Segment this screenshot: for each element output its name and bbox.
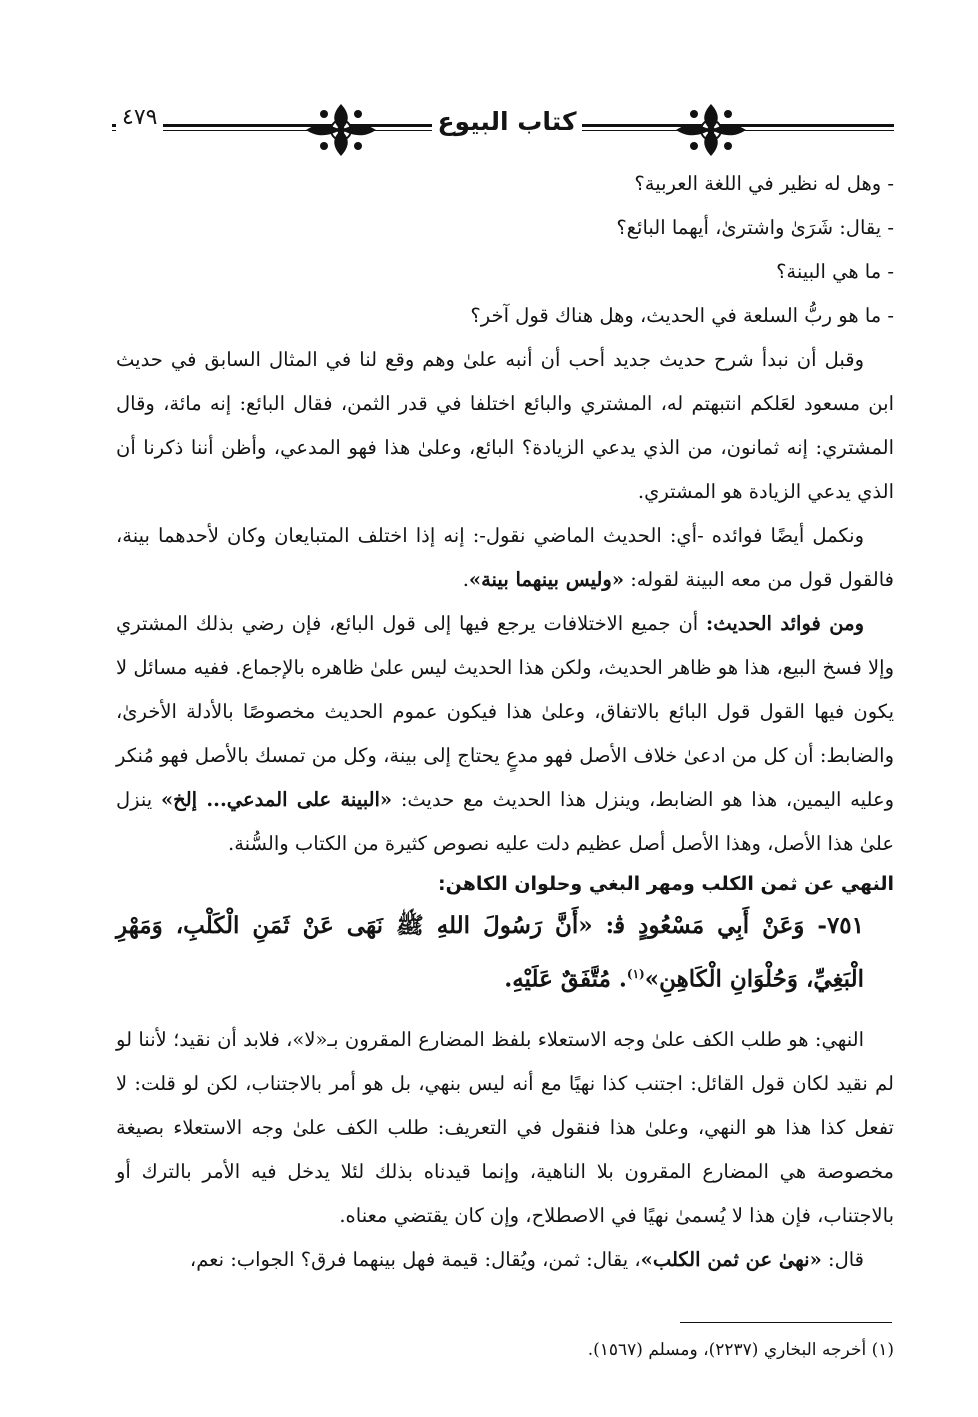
question-line: - ما هو ربُّ السلعة في الحديث، وهل هناك قول آخر؟ <box>470 304 894 327</box>
question-line: - يقال: شَرَىٰ واشترىٰ، أيهما البائع؟ <box>616 216 894 239</box>
paragraph: النهي: هو طلب الكف علىٰ وجه الاستعلاء بلفظ المضارع المقرون بـ«لا»، فلابد أن نقيد؛ لأننا لو لم نقيد لكان قول القائل: اجتنب كذا نهيًا مع أنه ليس بنهي، بل هو أمر بالاجتناب، لكن لو قلت: لا تفعل كذا هذا هو النهي، وعلىٰ هذا فنقول في التعريف: طلب الكف علىٰ وجه الاستعلاء بصيغة مخصوصة هي المضارع المقرون بلا الناهية، وإنما قيدناه بذلك لئلا يدخل فيه الأمر بالترك أو بالاجتناب، فإن هذا لا يُسمىٰ نهيًا في الاصطلاح، وإن كان يقتضي معناه. <box>116 1027 894 1227</box>
paragraph-text: أن جميع الاختلافات يرجع فيها إلى قول البائع، فإن رضي بذلك المشتري وإلا فسخ البيع، هذا هو ظاهر الحديث، ولكن هذا الحديث ليس علىٰ ظاهره بالإجماع. ففيه مسائل لا يكون فيها القول قول البائع بالاتفاق، وعلىٰ هذا فيكون عموم الحديث مخصوصًا بالأدلة الأخرىٰ، والضابط: أن كل من ادعىٰ خلاف الأصل فهو مدعٍ يحتاج إلى بينة، وكل من تمسك بالأصل فهو مُنكر وعليه اليمين، هذا هو الضابط، وينزل هذا الحديث مع حديث: <box>116 612 894 811</box>
footnote-rule <box>680 1322 892 1323</box>
hadith-ending: . مُتَّفَقٌ عَلَيْهِ. <box>504 965 627 993</box>
footnote-ref: (١) <box>626 967 645 981</box>
paragraph-text: ونكمل أيضًا فوائده -أي: الحديث الماضي نقول-: إنه إذا اختلف المتبايعان وكان لأحدهما بينة، فالقول قول من معه البينة لقوله: <box>116 524 894 591</box>
page-header <box>112 82 894 152</box>
page-title: كتاب البيوع <box>432 104 582 140</box>
section-heading: النهي عن ثمن الكلب ومهر البغي وحلوان الكاهن: <box>438 873 894 895</box>
paragraph-text: ، يقال: ثمن، ويُقال: قيمة فهل بينهما فرق؟ الجواب: نعم، <box>189 1247 641 1271</box>
footnote: (١) أخرجه البخاري (٢٢٣٧)، ومسلم (١٥٦٧). <box>587 1340 894 1360</box>
hadith-text <box>116 902 894 1004</box>
paragraph <box>116 1238 894 1282</box>
hadith-quote: «وليس بينهما بينة» <box>468 568 625 591</box>
question-line: - ما هي البينة؟ <box>776 260 894 283</box>
paragraph-text: قال: <box>821 1247 864 1271</box>
paragraph-text: . <box>462 568 469 591</box>
paragraph <box>116 602 894 866</box>
paragraph: وقبل أن نبدأ شرح حديث جديد أحب أن أنبه علىٰ وهم وقع لنا في المثال السابق في حديث ابن مسعود لعَلكم انتبهتم له، المشتري والبائع اختلفا في قدر الثمن، فقال البائع: إنه مائة، وقال المشتري: إنه ثمانون، من الذي يدعي الزيادة؟ البائع، وعلىٰ هذا فهو المدعي، وأظن أننا ذكرنا أن الذي يدعي الزيادة هو المشتري. <box>116 348 894 503</box>
paragraph <box>116 514 894 602</box>
paragraph-text: ينزل علىٰ هذا الأصل، وهذا الأصل أصل عظيم دلت عليه نصوص كثيرة من الكتاب والسُّنة. <box>116 788 894 855</box>
page-number: ٤٧٩ <box>116 104 163 132</box>
spacer <box>116 1004 894 1018</box>
ornament-left-icon <box>302 86 380 156</box>
hadith-body: ٧٥١- وَعَنْ أَبِي مَسْعُودٍ ﭬ: «أَنَّ رَسُولَ اللهِ ﷺ نَهَى عَنْ ثَمَنِ الْكَلْبِ، وَمَهْرِ الْبَغِيِّ، وَحُلْوَانِ الْكَاهِنِ» <box>116 912 864 993</box>
question-line: - وهل له نظير في اللغة العربية؟ <box>634 172 894 195</box>
main-text <box>116 162 894 1282</box>
hadith-quote: «نهىٰ عن ثمن الكلب» <box>640 1247 822 1271</box>
paragraph-lead: ومن فوائد الحديث: <box>706 612 864 635</box>
hadith-quote: «البينة على المدعي... إلخ» <box>160 788 393 811</box>
ornament-right-icon <box>672 86 750 156</box>
